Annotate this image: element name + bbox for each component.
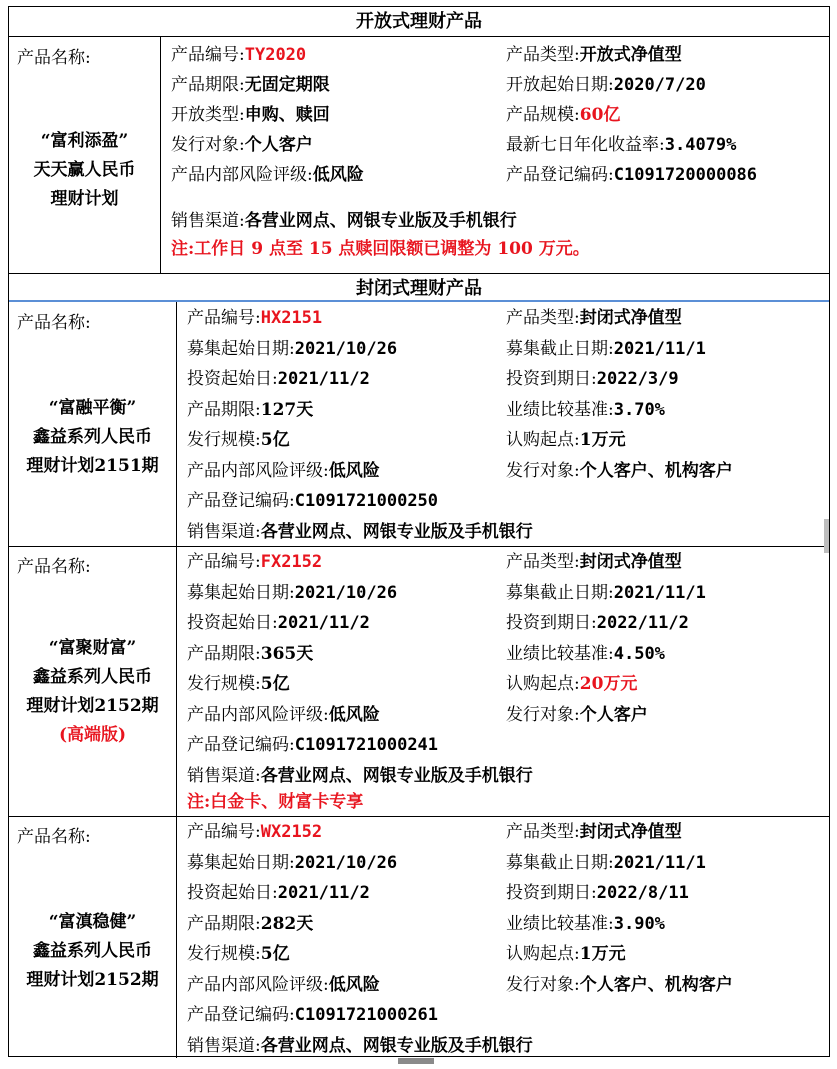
sales-channel-label: 销售渠道: [187, 765, 261, 786]
field-value: 5亿 [260, 430, 290, 450]
field-value: 2021/10/26 [294, 852, 398, 873]
field-label: 发行对象: [171, 135, 245, 155]
field-value: 低风险 [328, 460, 380, 481]
field-value: 低风险 [328, 704, 380, 725]
field-label: 产品内部风险评级: [187, 460, 329, 481]
field-row [187, 612, 370, 634]
field-value: 2021/11/2 [277, 613, 370, 633]
field-label: 开放类型: [171, 105, 245, 125]
field-label: 投资到期日: [506, 613, 597, 633]
field-row [187, 882, 370, 904]
closed-product-name [9, 908, 176, 995]
field-row [171, 74, 330, 96]
field-row [506, 74, 706, 96]
field-value: 个人客户 [244, 135, 313, 155]
field-value: 2021/11/2 [277, 883, 370, 903]
sales-channel-value: 各营业网点、网银专业版及手机银行 [260, 521, 533, 542]
field-value: 封闭式净值型 [579, 552, 682, 572]
resize-handle[interactable] [824, 519, 829, 553]
product-name-line: “富滇稳健” [48, 912, 137, 932]
field-value: 封闭式净值型 [579, 308, 682, 328]
field-row [171, 164, 364, 186]
field-value: 2022/8/11 [596, 883, 689, 903]
field-row [506, 368, 679, 390]
field-label: 投资起始日: [187, 613, 278, 633]
field-row [187, 582, 397, 604]
sales-channel-row [187, 765, 533, 787]
field-value: 3.90% [613, 913, 665, 934]
field-label: 发行对象: [506, 704, 580, 725]
closed-product-name [9, 394, 176, 481]
field-value: 2020/7/20 [613, 75, 706, 95]
name-label: 产品名称: [17, 313, 91, 333]
product-table [8, 6, 830, 1057]
field-value: 低风险 [328, 974, 380, 995]
field-row [506, 612, 689, 634]
field-value: 2021/11/2 [277, 369, 370, 389]
field-row [506, 821, 682, 843]
registration-code: C1091721000250 [294, 491, 439, 511]
product-name-line: 理财计划2152期 [26, 696, 159, 716]
product-name-line: 天天赢人民币 [33, 160, 136, 180]
field-row [506, 104, 620, 126]
field-row [187, 307, 322, 329]
field-value: 2021/11/1 [613, 338, 706, 359]
field-row [506, 582, 706, 604]
closed-product-block [9, 302, 829, 546]
field-row [506, 307, 682, 329]
open-name-column [9, 37, 161, 273]
product-name-line: “富融平衡” [48, 398, 137, 418]
sales-channel-row [171, 210, 517, 232]
field-value: 2021/11/1 [613, 852, 706, 873]
field-value: 4.50% [613, 643, 665, 664]
field-row [506, 429, 626, 451]
field-value: 3.4079% [664, 135, 737, 155]
field-row [187, 643, 313, 665]
closed-name-column [9, 816, 177, 1058]
product-name-line: 理财计划 [50, 189, 119, 209]
closed-name-column [9, 302, 177, 546]
field-value: 3.70% [613, 399, 665, 420]
field-value: TY2020 [244, 45, 307, 65]
field-label: 募集截止日期: [506, 582, 614, 603]
field-row [506, 943, 626, 965]
sales-channel-label: 销售渠道: [171, 211, 245, 231]
open-product-block [9, 37, 829, 273]
field-label: 产品登记编码: [506, 165, 614, 185]
field-row [187, 852, 397, 874]
field-label: 发行对象: [506, 974, 580, 995]
field-label: 产品登记编码: [187, 735, 295, 755]
field-label: 产品类型: [506, 45, 580, 65]
field-label: 产品编号: [187, 822, 261, 842]
field-row [187, 673, 290, 695]
field-value: FX2152 [260, 552, 323, 572]
field-row [506, 852, 706, 874]
field-row [506, 673, 637, 695]
product-note: 注:白金卡、财富卡专享 [187, 792, 364, 812]
field-row [171, 44, 306, 66]
product-edition-tag: (高端版) [58, 725, 127, 745]
product-name-line: 鑫益系列人民币 [33, 941, 152, 961]
field-value: 127天 [260, 399, 314, 420]
product-name-line: 理财计划2152期 [26, 970, 159, 990]
field-label: 产品期限: [187, 399, 261, 420]
registration-code: C1091721000241 [294, 735, 439, 755]
field-row [187, 913, 313, 935]
field-value: 申购、赎回 [244, 105, 330, 125]
field-row [187, 974, 380, 996]
field-value: 5亿 [260, 944, 290, 964]
field-label: 募集起始日期: [187, 852, 295, 873]
field-value: 个人客户 [579, 704, 648, 725]
field-label: 投资到期日: [506, 369, 597, 389]
field-label: 产品类型: [506, 308, 580, 328]
field-row [187, 821, 322, 843]
field-label: 认购起点: [506, 430, 580, 450]
field-row [506, 460, 733, 482]
field-label: 产品内部风险评级: [187, 974, 329, 995]
field-row [187, 429, 290, 451]
closed-product-name [9, 634, 176, 750]
field-row [506, 338, 706, 360]
field-label: 产品编号: [171, 45, 245, 65]
field-row [187, 399, 313, 421]
field-row [187, 551, 322, 573]
sales-channel-value: 各营业网点、网银专业版及手机银行 [260, 765, 533, 786]
field-value: 2022/11/2 [596, 613, 689, 633]
closed-name-column [9, 546, 177, 816]
field-row [187, 943, 290, 965]
field-value: 1万元 [579, 944, 626, 964]
field-value: C1091720000086 [613, 165, 758, 185]
field-row [506, 643, 665, 665]
field-label: 认购起点: [506, 944, 580, 964]
page-scroll-indicator [398, 1058, 434, 1064]
field-label: 发行规模: [187, 674, 261, 694]
field-label: 产品规模: [506, 105, 580, 125]
closed-section-title: 封闭式理财产品 [9, 273, 829, 302]
open-product-name [9, 127, 160, 214]
sales-channel-row [187, 1035, 533, 1057]
field-row [187, 460, 380, 482]
field-value: HX2151 [260, 308, 323, 328]
field-value: 封闭式净值型 [579, 822, 682, 842]
registration-code: C1091721000261 [294, 1005, 439, 1025]
field-value: 个人客户、机构客户 [579, 974, 733, 995]
field-row [506, 704, 648, 726]
registration-row [187, 490, 438, 512]
field-label: 投资到期日: [506, 883, 597, 903]
closed-product-block [9, 816, 829, 1058]
name-label: 产品名称: [17, 557, 91, 577]
field-value: 2021/10/26 [294, 582, 398, 603]
field-row [506, 551, 682, 573]
field-value: 2021/10/26 [294, 338, 398, 359]
field-label: 投资起始日: [187, 883, 278, 903]
product-name-line: 鑫益系列人民币 [33, 667, 152, 687]
product-name-line: “富聚财富” [48, 638, 137, 658]
name-label: 产品名称: [17, 48, 91, 68]
field-value: 1万元 [579, 430, 626, 450]
field-value: 开放式净值型 [579, 45, 682, 65]
sales-channel-value: 各营业网点、网银专业版及手机银行 [260, 1035, 533, 1056]
field-value: WX2152 [260, 822, 323, 842]
product-name-line: 鑫益系列人民币 [33, 427, 152, 447]
field-row [506, 913, 665, 935]
sales-channel-label: 销售渠道: [187, 1035, 261, 1056]
field-label: 产品编号: [187, 308, 261, 328]
sales-channel-row [187, 521, 533, 543]
registration-row [187, 734, 438, 756]
field-value: 5亿 [260, 674, 290, 694]
field-label: 发行规模: [187, 430, 261, 450]
field-label: 业绩比较基准: [506, 643, 614, 664]
field-value: 365天 [260, 643, 314, 664]
field-label: 产品类型: [506, 822, 580, 842]
field-row [506, 164, 757, 186]
field-label: 产品期限: [187, 643, 261, 664]
sales-channel-value: 各营业网点、网银专业版及手机银行 [244, 211, 517, 231]
field-label: 产品类型: [506, 552, 580, 572]
field-row [187, 338, 397, 360]
field-label: 募集截止日期: [506, 852, 614, 873]
name-label: 产品名称: [17, 827, 91, 847]
open-note: 注:工作日 9 点至 15 点赎回限额已调整为 100 万元。 [171, 239, 590, 259]
field-value: 个人客户、机构客户 [579, 460, 733, 481]
closed-product-block [9, 546, 829, 816]
product-name-line: 理财计划2151期 [26, 456, 159, 476]
field-row [187, 704, 380, 726]
field-value: 282天 [260, 913, 314, 934]
field-label: 开放起始日期: [506, 75, 614, 95]
field-value: 20万元 [579, 674, 638, 694]
sales-channel-label: 销售渠道: [187, 521, 261, 542]
field-label: 产品编号: [187, 552, 261, 572]
field-label: 产品登记编码: [187, 1005, 295, 1025]
field-row [506, 974, 733, 996]
field-label: 产品内部风险评级: [187, 704, 329, 725]
field-label: 业绩比较基准: [506, 399, 614, 420]
field-row [171, 104, 330, 126]
field-label: 产品内部风险评级: [171, 165, 313, 185]
field-row [506, 134, 736, 156]
field-row [171, 134, 313, 156]
field-row [506, 399, 665, 421]
open-section-title: 开放式理财产品 [9, 7, 829, 37]
field-label: 最新七日年化收益率: [506, 135, 665, 155]
field-value: 无固定期限 [244, 75, 330, 95]
field-value: 2021/11/1 [613, 582, 706, 603]
field-label: 募集起始日期: [187, 338, 295, 359]
field-label: 发行规模: [187, 944, 261, 964]
field-row [506, 882, 689, 904]
field-label: 产品登记编码: [187, 491, 295, 511]
product-name-line: “富利添盈” [40, 131, 129, 151]
field-value: 60亿 [579, 105, 621, 125]
field-value: 低风险 [312, 165, 364, 185]
field-row [506, 44, 682, 66]
field-row [187, 368, 370, 390]
field-label: 募集起始日期: [187, 582, 295, 603]
registration-row [187, 1004, 438, 1026]
field-value: 2022/3/9 [596, 369, 679, 389]
field-label: 发行对象: [506, 460, 580, 481]
field-label: 业绩比较基准: [506, 913, 614, 934]
field-label: 认购起点: [506, 674, 580, 694]
field-label: 投资起始日: [187, 369, 278, 389]
field-label: 产品期限: [171, 75, 245, 95]
field-label: 产品期限: [187, 913, 261, 934]
field-label: 募集截止日期: [506, 338, 614, 359]
